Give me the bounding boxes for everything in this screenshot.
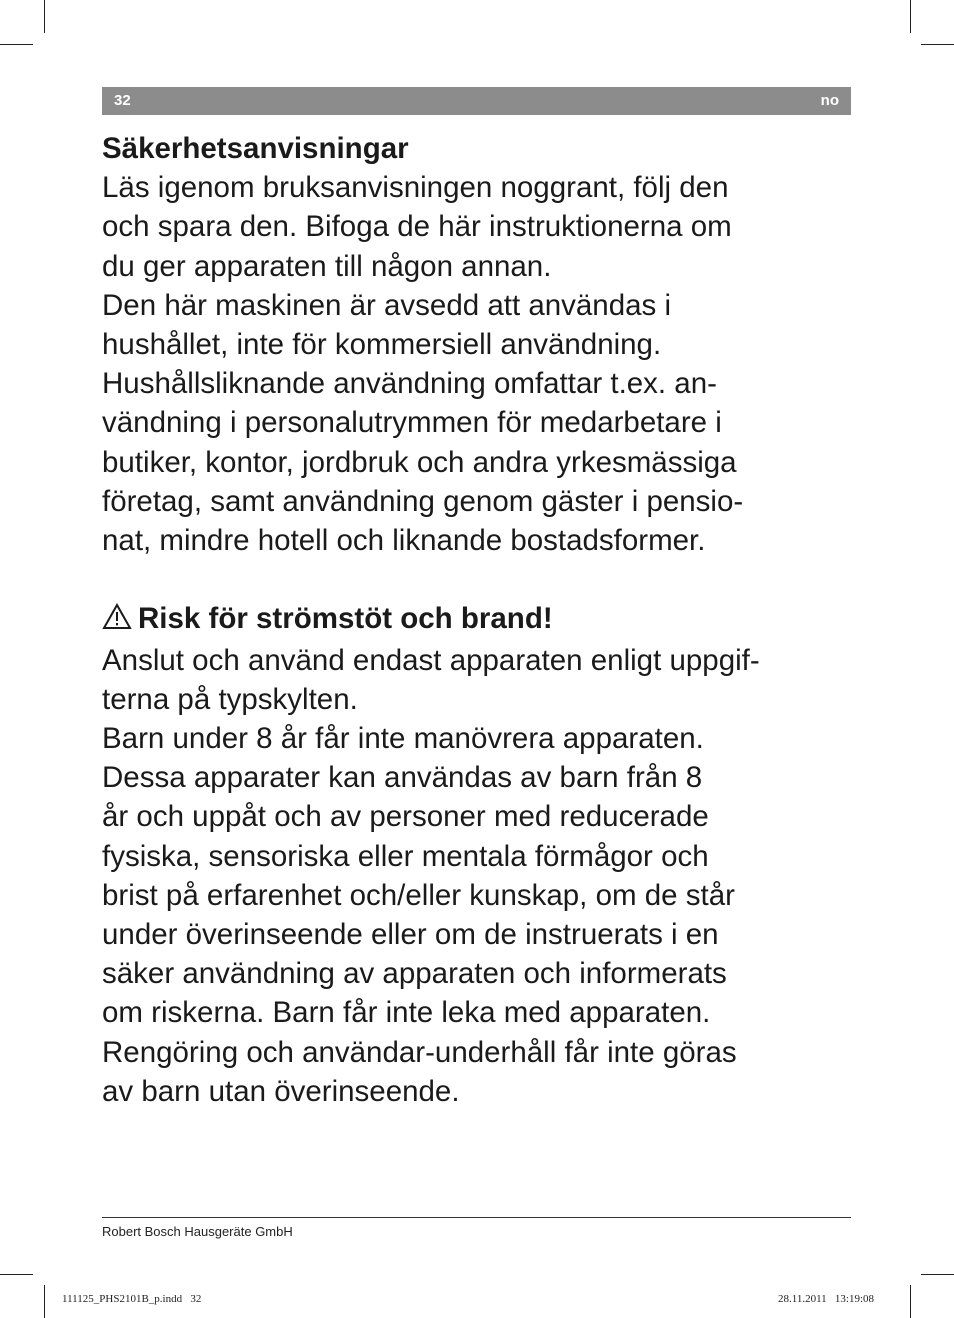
language-code: no <box>820 92 839 109</box>
warning-heading-text: Risk för strömstöt och brand! <box>138 602 553 636</box>
footer-company: Robert Bosch Hausgeräte GmbH <box>102 1224 293 1239</box>
crop-mark <box>0 1274 33 1275</box>
main-content <box>102 129 862 1111</box>
warning-triangle-icon <box>102 601 132 640</box>
cleaning-paragraph: Rengöring och användar-underhåll får inte göras av barn utan överinseende. <box>102 1035 737 1108</box>
spacer <box>102 560 862 599</box>
safety-heading: Säkerhetsanvisningar <box>102 132 409 165</box>
crop-mark <box>921 44 954 45</box>
crop-mark <box>910 0 911 33</box>
crop-mark <box>44 0 45 33</box>
footer-divider <box>102 1217 851 1218</box>
warning-heading <box>102 599 862 640</box>
crop-mark <box>910 1285 911 1318</box>
children-paragraph: Barn under 8 år får inte manövrera apparaten. Dessa apparater kan användas av barn från 8 år och uppåt och av personer med reducerade fysiska, sensoriska eller mentala förmågor och brist på erfarenhet och/eller kunskap, om de står under överinseende eller om de instruerats i en säker användning av apparaten och informerats om riskerna. Barn får inte leka med apparaten. <box>102 722 735 1030</box>
instructions-paragraph: Läs igenom bruksanvisningen noggrant, följ den och spara den. Bifoga de här instruktionerna om du ger apparaten till någon annan. <box>102 171 732 283</box>
print-slug-timestamp: 28.11.2011 13:19:08 <box>778 1293 875 1305</box>
rating-plate-paragraph: Anslut och använd endast apparaten enligt uppgif- terna på typskylten. <box>102 643 760 716</box>
crop-mark <box>44 1285 45 1318</box>
print-slug-file: 111125_PHS2101B_p.indd 32 <box>62 1293 202 1305</box>
page-header-bar <box>102 87 851 115</box>
crop-mark <box>921 1274 954 1275</box>
page-number: 32 <box>114 92 131 109</box>
intended-use-paragraph: Den här maskinen är avsedd att användas i hushållet, inte för kommersiell användning. Hushållsliknande användning omfattar t.ex. an- vändning i personalutrymmen för medarbetare i butiker, kontor, jordbruk och andra yrkesmässiga företag, samt användning genom gäster i pensio- nat, mindre hotell och liknande bostadsformer. <box>102 288 744 558</box>
crop-mark <box>0 44 33 45</box>
